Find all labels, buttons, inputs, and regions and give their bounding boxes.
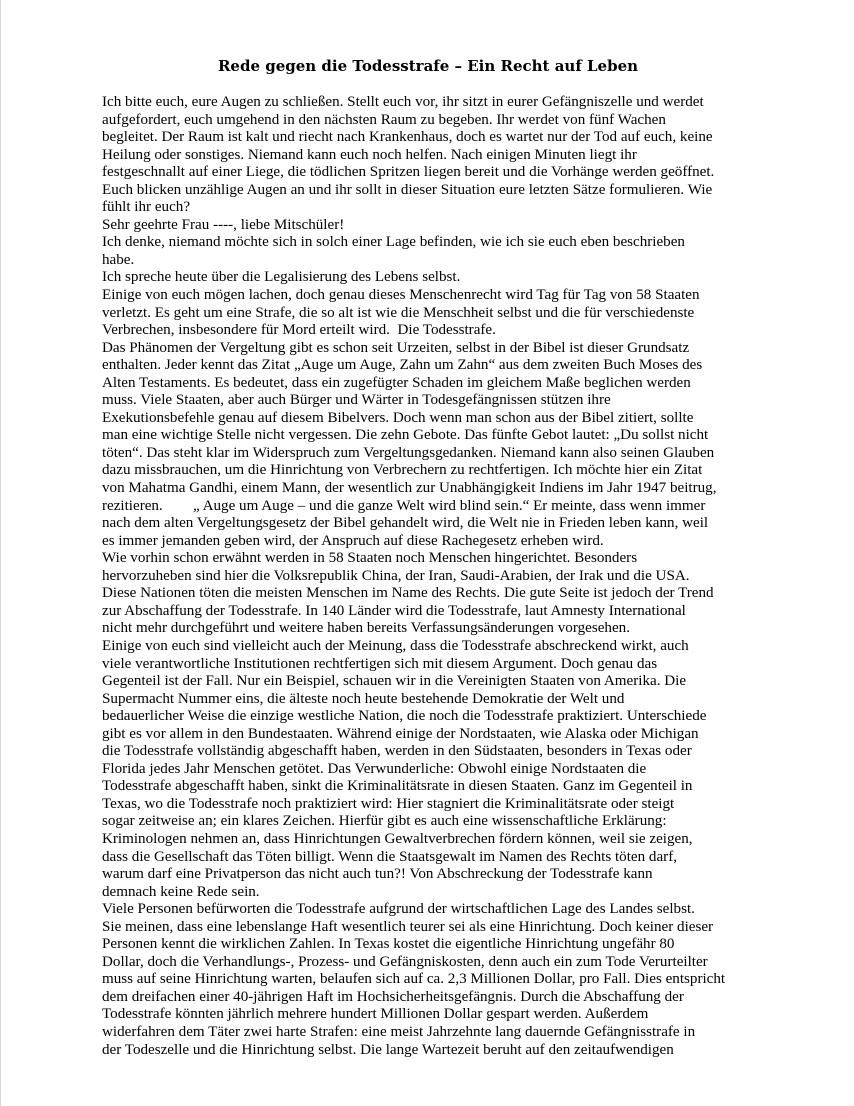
body-line: zur Abschaffung der Todesstrafe. In 140 Länder wird die Todesstrafe, laut Amnesty International xyxy=(102,602,686,619)
body-line: nicht mehr durchgeführt und weitere haben bereits Verfassungsänderungen vorgesehen. xyxy=(102,620,630,637)
body-line: festgeschnallt auf einer Liege, die tödlichen Spritzen liegen bereit und die Vorhänge werden geöffnet. xyxy=(102,164,715,181)
body-line: Viele Personen befürworten die Todesstrafe aufgrund der wirtschaftlichen Lage des Landes selbst. xyxy=(102,901,695,918)
body-line: muss auf seine Hinrichtung warten, belaufen sich auf ca. 2,3 Millionen Dollar, pro Fall. Dies entspricht xyxy=(102,971,726,988)
body-line: demnach keine Rede sein. xyxy=(102,883,260,900)
body-line: bedauerlicher Weise die einzige westliche Nation, die noch die Todesstrafe praktiziert. Unterschiede xyxy=(102,708,707,725)
body-line: Ich bitte euch, eure Augen zu schließen. Stellt euch vor, ihr sitzt in eurer Gefängniszelle und werdet xyxy=(102,94,704,110)
body-line: nach dem alten Vergeltungsgesetz der Bibel gehandelt wird, die Welt nie in Frieden leben kann, weil xyxy=(102,515,709,532)
body-line: Heilung oder sonstiges. Niemand kann euch noch helfen. Nach einigen Minuten liegt ihr xyxy=(102,146,637,163)
document-title: Rede gegen die Todesstrafe – Ein Recht auf Leben xyxy=(217,57,639,75)
body-line: Alten Testaments. Es bedeutet, dass ein zugefügter Schaden im gleichem Maße beglichen werden xyxy=(102,374,691,391)
body-line: warum darf eine Privatperson das nicht auch tun?! Von Abschreckung der Todesstrafe kann xyxy=(102,866,653,883)
body-line: gibt es vor allem in den Bundestaaten. Während einige der Nordstaaten, wie Alaska oder Michigan xyxy=(102,725,699,742)
body-line: Einige von euch mögen lachen, doch genau dieses Menschenrecht wird Tag für Tag von 58 Staaten xyxy=(102,287,700,304)
body-line: Kriminologen nehmen an, dass Hinrichtungen Gewaltverbrechen fördern können, weil sie zeigen, xyxy=(102,830,693,847)
body-line: Sie meinen, dass eine lebenslange Haft wesentlich teurer sei als eine Hinrichtung. Doch keiner dieser xyxy=(102,918,714,935)
body-line: Verbrechen, insbesondere für Mord erteilt wird. Die Todesstrafe. xyxy=(102,322,496,339)
body-line: verletzt. Es geht um eine Strafe, die so alt ist wie die Menschheit selbst und die für verschiedenste xyxy=(102,304,695,321)
body-line: Florida jedes Jahr Menschen getötet. Das Verwunderliche: Obwohl einige Nordstaaten die xyxy=(102,760,647,777)
body-line: Supermacht Nummer eins, die älteste noch heute bestehende Demokratie der Welt und xyxy=(102,690,625,707)
body-line: Ich spreche heute über die Legalisierung des Lebens selbst. xyxy=(102,269,461,286)
body-line: Sehr geehrte Frau ----, liebe Mitschüler! xyxy=(102,216,345,233)
body-line: rezitieren. „ Auge um Auge – und die ganze Welt wird blind sein.“ Er meinte, dass wenn immer xyxy=(102,497,706,514)
body-line: enthalten. Jeder kennt das Zitat „Auge um Auge, Zahn um Zahn“ aus dem zweiten Buch Moses des xyxy=(102,357,703,374)
body-line: Einige von euch sind vielleicht auch der Meinung, dass die Todesstrafe abschreckend wirkt, auch xyxy=(102,637,689,654)
body-line: Wie vorhin schon erwähnt werden in 58 Staaten noch Menschen hingerichtet. Besonders xyxy=(102,550,638,567)
body-line: Das Phänomen der Vergeltung gibt es schon seit Urzeiten, selbst in der Bibel ist dieser Grundsatz xyxy=(102,339,690,356)
body-line: der Todeszelle und die Hinrichtung selbst. Die lange Wartezeit beruht auf den zeitaufwendigen xyxy=(102,1041,674,1058)
body-line: Euch blicken unzählige Augen an und ihr sollt in dieser Situation eure letzten Sätze formulieren. Wie xyxy=(102,181,713,198)
body-line: viele verantwortliche Institutionen rechtfertigen sich mit diesem Argument. Doch genau das xyxy=(102,655,658,672)
body-line: begleitet. Der Raum ist kalt und riecht nach Krankenhaus, doch es wartet nur der Tod auf euch, keine xyxy=(102,129,713,146)
body-line: fühlt ihr euch? xyxy=(102,199,191,216)
body-line: sogar zeitweise an; ein klares Zeichen. Hierfür gibt es auch eine wissenschaftliche Erklärung: xyxy=(102,813,667,830)
body-line: Dollar, doch die Verhandlungs-, Prozess- und Gefängniskosten, denn auch ein zum Tode Verurteilter xyxy=(102,953,708,970)
body-line: dass die Gesellschaft das Töten billigt. Wenn die Staatsgewalt im Namen des Rechts töten darf, xyxy=(102,848,678,865)
body-line: es immer jemanden geben wird, der Anspruch auf diese Rachegesetz erheben wird. xyxy=(102,532,604,549)
body-line: Texas, wo die Todesstrafe noch praktiziert wird: Hier stagniert die Kriminalitätsrate oder steigt xyxy=(102,795,675,812)
body-line: man eine wichtige Stelle nicht vergessen. Die zehn Gebote. Das fünfte Gebot lautet: „Du sollst nicht xyxy=(102,427,709,444)
body-line: dem dreifachen einer 40-jährigen Haft im Hochsicherheitsgefängnis. Durch die Abschaffung der xyxy=(102,988,684,1005)
body-line: die Todesstrafe vollständig abgeschafft haben, werden in den Südstaaten, besonders in Texas oder xyxy=(102,743,692,760)
body-line: Todesstrafe abgeschafft haben, sinkt die Kriminalitätsrate in diesen Staaten. Ganz im Gegenteil in xyxy=(102,778,693,795)
body-line: aufgefordert, euch umgehend in den nächsten Raum zu begeben. Ihr werdet von fünf Wachen xyxy=(102,111,666,128)
body-line: habe. xyxy=(102,251,135,268)
body-line: hervorzuheben sind hier die Volksrepublik China, der Iran, Saudi-Arabien, der Irak und die USA. xyxy=(102,567,690,584)
body-line: Exekutionsbefehle genau auf diesem Bibelvers. Doch wenn man schon aus der Bibel zitiert, sollte xyxy=(102,409,694,426)
body-line: muss. Viele Staaten, aber auch Bürger und Wärter in Todesgefängnissen stützen ihre xyxy=(102,392,611,409)
document-body xyxy=(102,94,762,1059)
body-line: Diese Nationen töten die meisten Menschen im Name des Rechts. Die gute Seite ist jedoch der Trend xyxy=(102,585,714,602)
body-line: Ich denke, niemand möchte sich in solch einer Lage befinden, wie ich sie euch eben beschrieben xyxy=(102,234,685,251)
body-line: Todesstrafe könnten jährlich mehrere hundert Millionen Dollar gespart werden. Außerdem xyxy=(102,1006,649,1023)
body-line: Personen kennt die wirklichen Zahlen. In Texas kostet die eigentliche Hinrichtung ungefähr 80 xyxy=(102,936,675,953)
body-line: widerfahren dem Täter zwei harte Strafen: eine meist Jahrzehnte lang dauernde Gefängnisstrafe in xyxy=(102,1023,696,1040)
body-line: Gegenteil ist der Fall. Nur ein Beispiel, schauen wir in die Vereinigten Staaten von Amerika. Die xyxy=(102,673,687,690)
body-line: dazu missbrauchen, um die Hinrichtung von Verbrechern zu rechtfertigen. Ich möchte hier ein Zitat xyxy=(102,462,703,479)
body-line: von Mahatma Gandhi, einem Mann, der wesentlich zur Unabhängigkeit Indiens im Jahr 1947 beitrug, xyxy=(102,480,717,497)
body-line: töten“. Das steht klar im Widerspruch zum Vergeltungsgedanken. Niemand kann also seinen Glauben xyxy=(102,444,715,461)
